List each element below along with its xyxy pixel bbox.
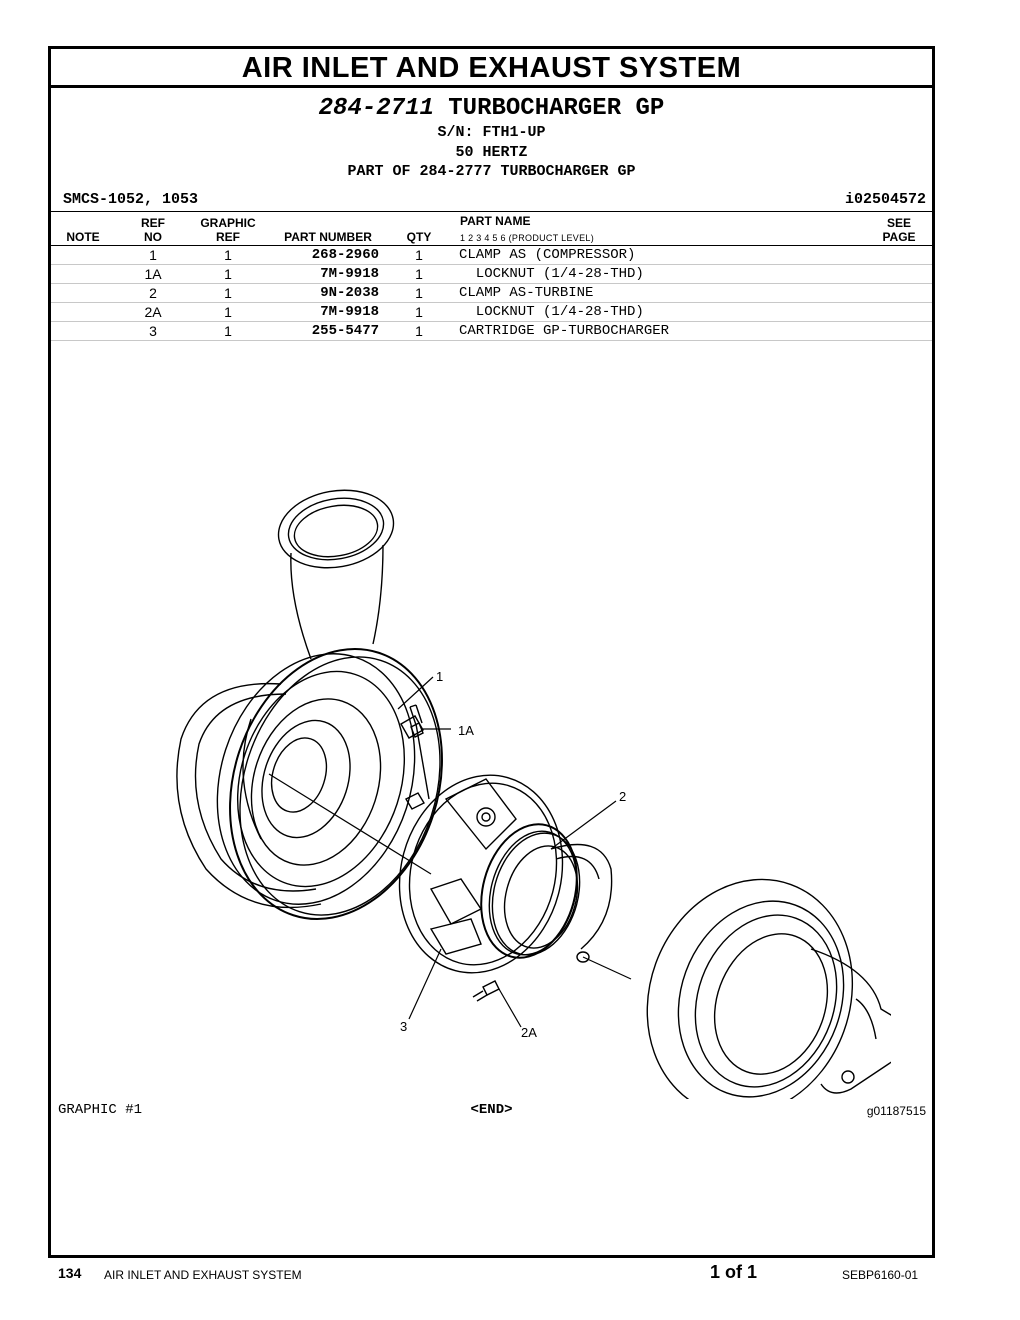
inlet-flange — [272, 482, 399, 659]
col-part-number: PART NUMBER — [284, 230, 372, 244]
end-marker: <END> — [470, 1102, 513, 1118]
serial-range: S/N: FTH1-UP — [437, 124, 546, 141]
qty: 1 — [415, 285, 423, 301]
col-part-name: PART NAME — [460, 214, 531, 228]
table-row — [51, 322, 932, 341]
col-ref-no-top: REF — [141, 216, 165, 230]
part-of: PART OF 284-2777 TURBOCHARGER GP — [347, 163, 636, 180]
callout-1: 1 — [436, 669, 444, 684]
compressor-housing — [177, 628, 446, 930]
header-top-rule — [51, 211, 932, 212]
part-number: 7M-9918 — [320, 304, 379, 320]
table-row — [51, 303, 932, 322]
qty: 1 — [415, 266, 423, 282]
group-title — [51, 95, 932, 122]
table-row — [51, 284, 932, 303]
graphic-ref: 1 — [224, 304, 232, 320]
footer-section: AIR INLET AND EXHAUST SYSTEM — [104, 1268, 302, 1282]
col-graphic-ref-top: GRAPHIC — [200, 216, 256, 230]
callout-1a: 1A — [458, 723, 474, 738]
col-qty: QTY — [406, 230, 432, 244]
ref-no: 3 — [149, 323, 157, 339]
graphic-ref: 1 — [224, 266, 232, 282]
leader-lines — [269, 677, 631, 1027]
part-name: LOCKNUT (1/4-28-THD) — [459, 266, 644, 282]
part-name: CLAMP AS-TURBINE — [459, 285, 594, 301]
col-graphic-ref-bottom: REF — [216, 230, 240, 244]
part-number: 9N-2038 — [320, 285, 379, 301]
page-number: 134 — [58, 1265, 82, 1281]
graphic-ref: 1 — [224, 323, 232, 339]
part-name: CARTRIDGE GP-TURBOCHARGER — [459, 323, 670, 339]
page-of: 1 of 1 — [710, 1262, 758, 1282]
qty: 1 — [415, 247, 423, 263]
smcs-code: SMCS-1052, 1053 — [63, 191, 199, 208]
callout-2a: 2A — [521, 1025, 537, 1040]
turbocharger-exploded-view — [111, 479, 891, 1099]
product-levels: 1 2 3 4 5 6 (PRODUCT LEVEL) — [460, 233, 594, 243]
callout-3: 3 — [400, 1019, 408, 1034]
part-name: LOCKNUT (1/4-28-THD) — [459, 304, 644, 320]
group-name: TURBOCHARGER GP — [448, 95, 665, 122]
col-note: NOTE — [66, 230, 100, 244]
frequency: 50 HERTZ — [455, 144, 528, 161]
callout-2: 2 — [619, 789, 627, 804]
part-number: 7M-9918 — [320, 266, 379, 282]
ref-no: 2A — [144, 304, 162, 320]
part-number: 255-5477 — [311, 323, 379, 339]
graphic-ref: 1 — [224, 285, 232, 301]
turbine-housing — [615, 850, 891, 1099]
ref-no: 2 — [149, 285, 157, 301]
illustration-id: i02504572 — [844, 191, 926, 208]
page-frame — [48, 46, 935, 1258]
part-name: CLAMP AS (COMPRESSOR) — [459, 247, 636, 263]
table-row — [51, 246, 932, 265]
col-ref-no-bottom: NO — [144, 230, 162, 244]
group-number: 284-2711 — [318, 95, 434, 122]
ref-no: 1 — [149, 247, 157, 263]
table-row — [51, 265, 932, 284]
qty: 1 — [415, 304, 423, 320]
graphic-id: g01187515 — [866, 1104, 926, 1118]
ref-no: 1A — [144, 266, 162, 282]
doc-id: SEBP6160-01 — [842, 1268, 919, 1282]
part-number: 268-2960 — [311, 247, 379, 263]
qty: 1 — [415, 323, 423, 339]
col-see-page-bottom: PAGE — [882, 230, 916, 244]
graphic-ref: 1 — [224, 247, 232, 263]
col-see-page-top: SEE — [886, 216, 911, 230]
graphic-label: GRAPHIC #1 — [58, 1102, 143, 1118]
locknut-2a — [473, 981, 499, 1001]
section-title: AIR INLET AND EXHAUST SYSTEM — [51, 49, 932, 88]
